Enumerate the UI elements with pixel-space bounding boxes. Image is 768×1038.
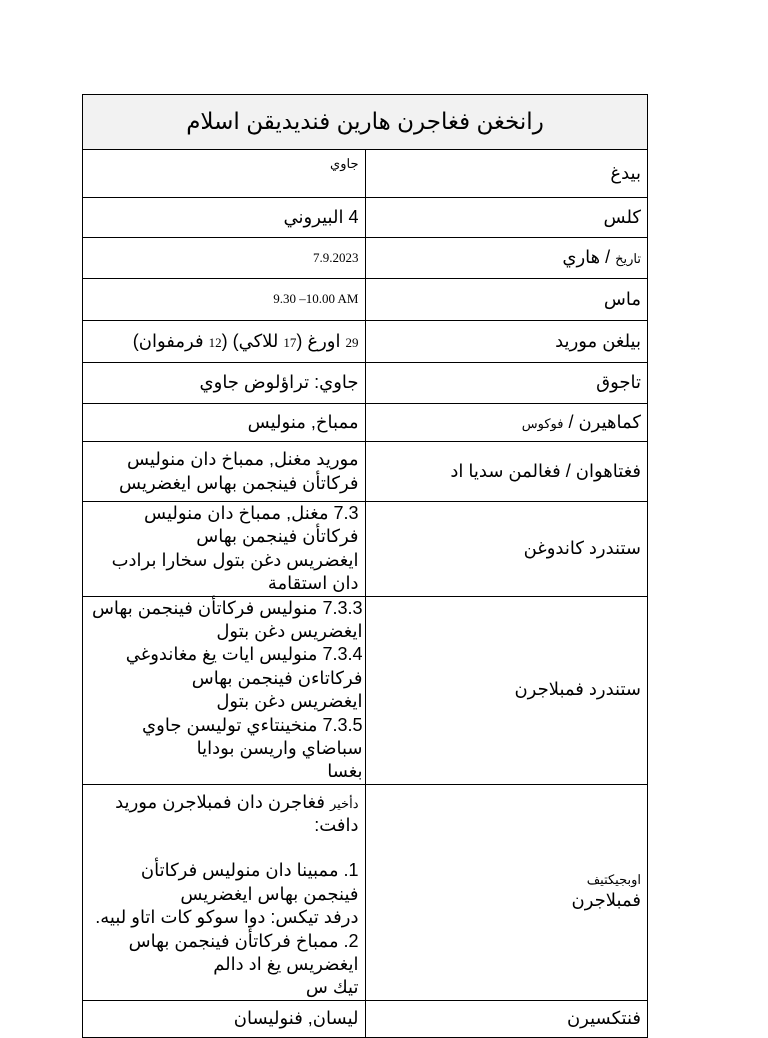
objectives-spacer	[89, 837, 359, 859]
row-activity	[83, 442, 648, 502]
date-label-main: / هاري	[562, 247, 616, 268]
topic-value: جاوي: تراؤلوض جاوي	[83, 363, 366, 404]
document-title: رانخغن فغاجرن هارين فنديديقن اسلام	[83, 95, 648, 150]
row-content-standard	[83, 502, 648, 597]
crosscurricular-label: فنتكسيرن	[365, 1000, 648, 1037]
row-date	[83, 238, 648, 279]
row-crosscurricular	[83, 1000, 648, 1037]
date-value-text: 7.9.2023	[313, 249, 359, 265]
row-class	[83, 198, 648, 238]
row-students	[83, 321, 648, 363]
objectives-label-main: فمبلاجرن	[571, 890, 641, 910]
date-label	[365, 238, 648, 279]
crosscurricular-value: ليسان, فنوليسان	[83, 1000, 366, 1037]
students-total: 29	[345, 334, 359, 350]
content-standard-line-2: ايغضريس دغن بتول سخارا برادب دان استقامة	[111, 549, 359, 594]
students-text-3: فرمفوان)	[132, 330, 209, 351]
content-standard-label: ستندرد كاندوغن	[365, 502, 648, 597]
row-topic	[83, 363, 648, 404]
learning-standard-label: ستندرد فمبلاجرن	[365, 596, 648, 784]
subject-label: بيدغ	[365, 150, 648, 198]
objectives-line-2: درفد تيكس: دوا سوكو كات اتاو لبيه.	[95, 907, 359, 928]
activity-value: موريد مغنل, ممباخ دان منوليس فركاتأن فينجمن بهاس ايغضريس	[83, 442, 366, 502]
focus-label	[365, 404, 648, 442]
students-female: 12	[208, 334, 222, 350]
date-value	[83, 238, 366, 279]
objectives-label-small: اوبجيكتيف	[586, 872, 641, 888]
time-value	[83, 279, 366, 321]
students-text-2: للاكي) (	[221, 330, 284, 351]
learning-standard-value	[83, 596, 366, 784]
objectives-line-4: تيك س	[305, 977, 359, 998]
row-subject	[83, 150, 648, 198]
students-text-1: اورغ (	[296, 330, 346, 351]
focus-label-main: كماهيرن /	[563, 411, 641, 432]
date-label-small: تاريخ	[615, 251, 641, 267]
row-learning-standard	[83, 596, 648, 784]
time-label: ماس	[365, 279, 648, 321]
title-row	[83, 95, 648, 150]
row-objectives	[83, 784, 648, 1000]
students-label: بيلغن موريد	[365, 321, 648, 363]
learning-standard-line-2: 7.3.4 منوليس ايات يغ مغاندوغي فركاتاءن فينجمن بهاس	[125, 644, 363, 688]
time-value-text: 9.30 –10.00 AM	[273, 291, 359, 307]
row-focus	[83, 404, 648, 442]
objectives-intro-main: فغاجرن دان فمبلاجرن موريد دافت:	[115, 791, 359, 836]
learning-standard-line-4: 7.3.5 منخينتاءي توليسن جاوي سباضاي واريسن بودايا	[142, 714, 363, 758]
row-time	[83, 279, 648, 321]
students-male: 17	[283, 334, 297, 350]
students-value	[83, 321, 366, 363]
objectives-label	[365, 784, 648, 1000]
learning-standard-line-5: بغسا	[327, 761, 363, 782]
learning-standard-line-3: ايغضريس دغن بتول	[216, 691, 363, 712]
objectives-value	[83, 784, 366, 1000]
objectives-intro-small: دأخير	[329, 795, 359, 811]
subject-value: جاوي	[83, 150, 366, 198]
objectives-line-1: 1. ممبينا دان منوليس فركاتأن فينجمن بهاس ايغضريس	[140, 860, 359, 904]
learning-standard-line-1: 7.3.3 منوليس فركاتأن فينجمن بهاس ايغضريس دغن بتول	[91, 597, 363, 641]
lesson-plan-table	[82, 94, 648, 1038]
focus-label-small: فوكوس	[521, 415, 564, 431]
objectives-line-3: 2. ممباخ فركاتأن فينجمن بهاس ايغضريس يغ اد دالم	[128, 930, 359, 975]
objectives-intro	[89, 791, 359, 838]
focus-value: ممباخ, منوليس	[83, 404, 366, 442]
class-value: 4 البيروني	[83, 198, 366, 238]
class-label: كلس	[365, 198, 648, 238]
content-standard-value	[83, 502, 366, 597]
content-standard-line-1: 7.3 مغنل, ممباخ دان منوليس فركاتأن فينجمن بهاس	[144, 503, 359, 547]
activity-label: فغتاهوان / فغالمن سديا اد	[365, 442, 648, 502]
topic-label: تاجوق	[365, 363, 648, 404]
